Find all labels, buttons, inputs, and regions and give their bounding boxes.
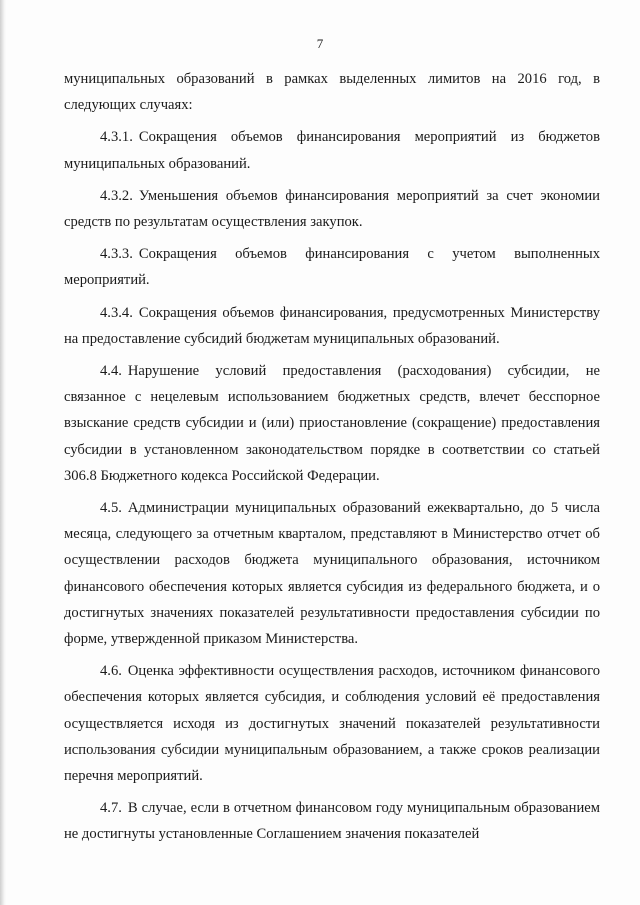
paragraph-number: 4.3.2. [100, 187, 133, 204]
paragraph-4-7 [64, 795, 600, 847]
paragraph-4-3-4 [64, 300, 600, 352]
paragraph-number: 4.3.1. [100, 129, 133, 146]
paragraph-4-3-1 [64, 124, 600, 176]
paragraph-4-6 [64, 658, 600, 789]
paragraph-number: 4.5. [100, 500, 122, 517]
scan-edge [0, 0, 6, 905]
paragraph-number: 4.3.4. [100, 304, 133, 321]
paragraph-number: 4.4. [100, 363, 122, 380]
paragraph-text: Нарушение условий предоставления (расходования) субсидии, не связанное с нецелевым использованием бюджетных средств, влечет бесспорное взыскание средств субсидии и (или) приостановление (сокращение) предоставления субсидии в установленном законодательством порядке в соответствии со статьей 306.8 Бюджетного кодекса Российской Федерации. [64, 363, 600, 484]
paragraph-text: Сокращения объемов финансирования с учетом выполненных мероприятий. [64, 246, 600, 289]
paragraph-4-3-2 [64, 183, 600, 235]
paragraph-number: 4.6. [100, 663, 122, 680]
paragraph-text: Сокращения объемов финансирования мероприятий из бюджетов муниципальных образований. [64, 129, 600, 172]
paragraph-text: В случае, если в отчетном финансовом году муниципальным образованием не достигнуты установленные Соглашением значения показателей [64, 800, 600, 843]
paragraph-text: муниципальных образований в рамках выделенных лимитов на 2016 год, в следующих случаях: [64, 71, 600, 114]
paragraph-4-4 [64, 358, 600, 489]
paragraph-text: Оценка эффективности осуществления расходов, источником финансового обеспечения которых является субсидия, и соблюдения условий её предоставления осуществляется исходя из достигнутых значений показателей результативности использования субсидии муниципальным образованием, а также сроков реализации перечня мероприятий. [64, 663, 600, 785]
paragraph-number: 4.3.3. [100, 246, 133, 263]
paragraph-text: Администрации муниципальных образований ежеквартально, до 5 числа месяца, следующего за отчетным кварталом, представляют в Министерство отчет об осуществлении расходов бюджета муниципального образования, источником финансового обеспечения которых является субсидия из федерального бюджета, и о достигнутых значениях показателей результативности предоставления субсидии по форме, утвержденной приказом Министерства. [64, 500, 600, 648]
paragraph-4-5 [64, 495, 600, 652]
paragraph-continuation [64, 66, 600, 118]
paragraph-4-3-3 [64, 241, 600, 293]
page-number: 7 [316, 36, 324, 51]
paragraph-number: 4.7. [100, 800, 122, 817]
paragraph-text: Сокращения объемов финансирования, предусмотренных Министерству на предоставление субсидий бюджетам муниципальных образований. [64, 304, 600, 347]
document-body [64, 66, 600, 854]
paragraph-text: Уменьшения объемов финансирования мероприятий за счет экономии средств по результатам осуществления закупок. [64, 187, 600, 231]
